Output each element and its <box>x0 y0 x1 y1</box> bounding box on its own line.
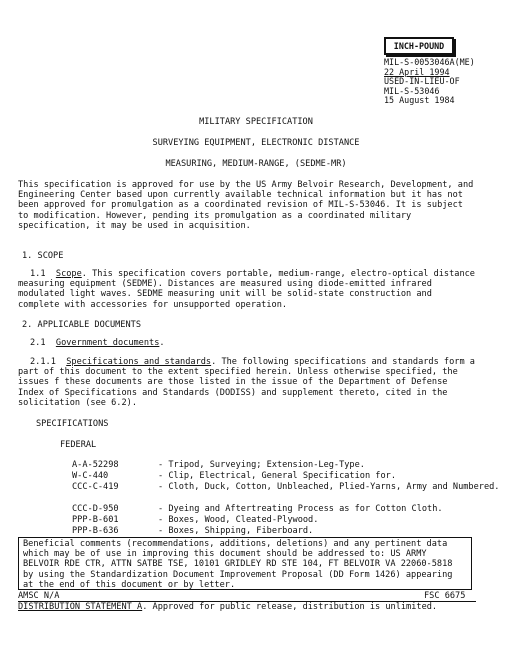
specifications-label: SPECIFICATIONS <box>36 419 109 429</box>
title-military-specification: MILITARY SPECIFICATION <box>199 117 313 127</box>
specs-title: Specifications and standards <box>66 357 212 367</box>
gov-number: 2.1 <box>30 338 46 348</box>
scope-text: . This specification covers portable, medium-range, electro-optical distance measuring equipment (SEDME). Distances are measured using diode-emitted infrared modulated light waves. SEDME measuring unit will be solid-state construction and complete with accessories for unsupported operation. <box>18 269 475 310</box>
intro-paragraph: This specification is approved for use by the US Army Belvoir Research, Development, and Engineering Center based upon currently available technical information but it has not been approved for promulgation as a coordinated revision of MIL-S-53046. It is subject to modification. However, pending its promulgation as a coordinated military specification, it may be used in acquisition. <box>18 180 474 231</box>
scope-title: Scope <box>55 269 82 279</box>
comments-text: Beneficial comments (recommendations, additions, deletions) and any pertinent data which may be of use in improving this document should be addressed to: US ARMY BELVOIR RDE CTR, ATTN SATBE TSE, 10101 GRIDLEY RD STE 104, FT BELVOIR VA 22060-5818 by using the Standardization Document Improvement Proposal (DD Form 1426) appearing at the end of this document or by letter. <box>23 539 453 590</box>
specs-text: . The following specifications and standards form a part of this document to the extent specified herein. Unless otherwise specified, the issues f these documents are those listed in the issue of the Department of Defense Index of Specifications and Standards (DODISS) and supplement thereto, cited in the solicitation (see 6.2). <box>18 357 475 408</box>
federal-label: FEDERAL <box>60 440 97 450</box>
gov-period: . <box>159 338 165 348</box>
distribution-label: DISTRIBUTION STATEMENT A <box>18 602 143 612</box>
reference-code: PPP-B-636 <box>72 526 119 536</box>
distribution-statement <box>18 602 437 612</box>
doc-date: 22 April 1994 <box>384 66 450 77</box>
gov-title: Government documents <box>55 338 160 348</box>
reference-description: - Tripod, Surveying; Extension-Leg-Type. <box>158 460 365 470</box>
amsc-code: AMSC N/A <box>18 591 60 601</box>
fsc-code: FSC 6675 <box>424 591 466 601</box>
reference-description: - Cloth, Duck, Cotton, Unbleached, Plied-Yarns, Army and Numbered. <box>158 482 500 492</box>
document-identification <box>384 58 504 106</box>
title-subject-line2: MEASURING, MEDIUM-RANGE, (SEDME-MR) <box>165 159 347 169</box>
scope-heading: 1. SCOPE <box>22 251 64 261</box>
comments-box <box>18 537 472 590</box>
title-subject-line1: SURVEYING EQUIPMENT, ELECTRONIC DISTANCE <box>152 138 360 148</box>
specs-number: 2.1.1 <box>30 357 56 367</box>
specifications-paragraph <box>18 357 476 408</box>
scope-number: 1.1 <box>30 269 46 279</box>
superseded-date: 15 August 1984 <box>384 95 455 106</box>
applicable-documents-heading: 2. APPLICABLE DOCUMENTS <box>22 320 141 330</box>
government-documents-line <box>30 338 165 348</box>
inch-pound-box: INCH-POUND <box>384 37 454 55</box>
distribution-text: . Approved for public release, distribution is unlimited. <box>142 602 438 612</box>
reference-code: A-A-52298 <box>72 460 119 470</box>
superseded-number: MIL-S-53046 <box>384 85 440 96</box>
reference-description: - Clip, Electrical, General Specification for. <box>158 471 396 481</box>
reference-code: CCC-C-419 <box>72 482 119 492</box>
reference-description: - Dyeing and Aftertreating Process as for Cotton Cloth. <box>158 504 443 514</box>
used-in-lieu-of: USED-IN-LIEU-OF <box>384 76 460 87</box>
reference-code: PPP-B-601 <box>72 515 119 525</box>
reference-description: - Boxes, Shipping, Fiberboard. <box>158 526 314 536</box>
doc-number: MIL-S-0053046A(ME) <box>384 57 475 67</box>
scope-paragraph <box>18 269 476 310</box>
reference-code: W-C-440 <box>72 471 109 481</box>
reference-code: CCC-D-950 <box>72 504 119 514</box>
reference-description: - Boxes, Wood, Cleated-Plywood. <box>158 515 319 525</box>
